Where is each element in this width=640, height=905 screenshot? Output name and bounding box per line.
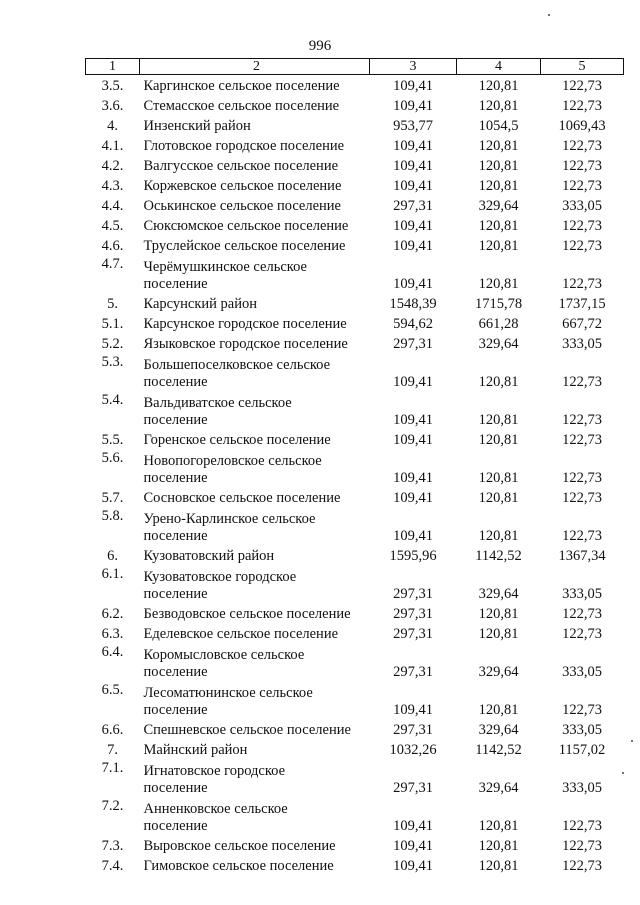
row-name-line: Игнатовское городское [143,763,286,779]
value-col-5: 667,72 [562,316,602,332]
value-col-4: 329,64 [478,586,519,602]
row-number: 7.1. [101,760,124,776]
row-number: 6.4. [101,644,124,660]
row-name-line: Анненковское сельское [143,801,288,817]
row-name-line: поселение [143,412,208,428]
scan-speck [548,14,550,16]
row-name-cell [140,603,370,623]
value-col-5: 333,05 [562,780,602,796]
value-col-4: 120,81 [478,838,519,854]
value-col-4: 120,81 [478,702,519,718]
row-name-cell [140,429,370,449]
value-col-5: 122,73 [562,158,602,174]
column-header: 1 [86,59,140,75]
value-col-4: 120,81 [478,238,519,254]
row-name-line: Коржевское сельское поселение [143,178,342,194]
value-col-5: 1157,02 [558,742,606,758]
row-number: 5.2. [101,336,124,352]
value-col-5: 122,73 [562,432,602,448]
row-name-cell [140,623,370,643]
value-col-3: 297,31 [393,336,433,352]
table-row [86,255,624,293]
value-col-3: 109,41 [393,838,433,854]
row-name-cell [140,235,370,255]
value-col-3: 109,41 [393,490,433,506]
table-row [86,565,624,603]
table-row [86,681,624,719]
value-col-5: 122,73 [562,98,602,114]
row-name-cell [140,255,370,293]
value-col-5: 333,05 [562,336,602,352]
row-name-line: Стемасское сельское поселение [143,98,340,114]
row-name-line: поселение [143,470,208,486]
value-col-5: 122,73 [562,238,602,254]
row-number: 4.6. [101,238,124,254]
table-row [86,643,624,681]
value-col-3: 109,41 [393,858,433,874]
table-row [86,75,624,96]
value-col-3: 109,41 [393,98,433,114]
row-name-cell [140,215,370,235]
value-col-4: 120,81 [478,606,519,622]
value-col-5: 122,73 [562,276,602,292]
table-row [86,429,624,449]
row-number: 4.7. [101,256,124,272]
row-name-line: Вальдиватское сельское [143,395,292,411]
row-name-cell [140,487,370,507]
row-name-cell [140,95,370,115]
value-col-5: 333,05 [562,586,602,602]
row-name-cell [140,545,370,565]
table-row [86,449,624,487]
value-col-5: 122,73 [562,178,602,194]
value-col-3: 109,41 [393,412,433,428]
value-col-4: 1142,52 [475,548,522,564]
table-row [86,835,624,855]
row-name-line: Языковское городское поселение [143,336,348,352]
value-col-3: 109,41 [393,218,433,234]
row-name-line: поселение [143,528,208,544]
value-col-3: 109,41 [393,178,433,194]
row-number: 7.3. [101,838,124,854]
table-row [86,293,624,313]
row-number: 6.2. [101,606,124,622]
table-row [86,155,624,175]
row-number: 5. [107,296,118,312]
table-row [86,623,624,643]
value-col-3: 594,62 [393,316,433,332]
value-col-4: 329,64 [478,198,519,214]
row-name-cell [140,719,370,739]
value-col-3: 297,31 [393,606,433,622]
value-col-4: 120,81 [478,218,519,234]
value-col-4: 329,64 [478,722,519,738]
value-col-4: 1715,78 [474,296,523,312]
value-col-5: 122,73 [562,838,602,854]
value-col-5: 122,73 [562,138,602,154]
row-name-cell [140,739,370,759]
table-row [86,719,624,739]
row-name-line: поселение [143,780,208,796]
row-name-line: поселение [143,818,208,834]
row-name-line: поселение [143,276,208,292]
value-col-5: 122,73 [562,702,602,718]
row-name-line: поселение [143,586,208,602]
table-row [86,353,624,391]
value-col-3: 297,31 [393,586,433,602]
row-name-line: Выровское сельское поселение [143,838,336,854]
row-name-line: Урено-Карлинское сельское [143,511,316,527]
value-col-4: 120,81 [478,490,519,506]
value-col-4: 120,81 [478,858,519,874]
table-row [86,115,624,135]
row-number: 5.5. [101,432,124,448]
value-col-5: 1069,43 [558,118,606,134]
row-name-cell [140,333,370,353]
table-row [86,333,624,353]
table-row [86,215,624,235]
row-name-cell [140,135,370,155]
row-name-line: Сосновское сельское поселение [143,490,341,506]
row-number: 4.4. [101,198,124,214]
row-name-line: Инзенский район [143,118,251,134]
table-row [86,545,624,565]
row-name-cell [140,313,370,333]
table-row [86,175,624,195]
row-number: 3.6. [101,98,124,114]
data-table [85,58,624,875]
row-name-cell [140,797,370,835]
value-col-4: 120,81 [478,818,519,834]
value-col-3: 109,41 [393,818,433,834]
row-name-cell [140,507,370,545]
row-name-cell [140,855,370,875]
value-col-5: 122,73 [562,470,602,486]
table-row [86,507,624,545]
scan-speck [631,740,633,742]
column-header: 3 [370,59,457,75]
row-name-cell [140,293,370,313]
row-name-line: Майнский район [143,742,248,758]
table-row [86,313,624,333]
value-col-3: 297,31 [393,780,433,796]
value-col-4: 120,81 [478,158,519,174]
value-col-3: 109,41 [393,138,433,154]
table-row [86,759,624,797]
value-col-5: 122,73 [562,818,602,834]
value-col-5: 122,73 [562,528,602,544]
row-name-cell [140,565,370,603]
row-name-cell [140,75,370,96]
row-name-line: Кузоватовское городское [143,569,297,585]
row-number: 3.5. [101,78,124,94]
table-row [86,855,624,875]
table-row [86,235,624,255]
value-col-4: 329,64 [478,336,519,352]
page-number: 996 [308,38,332,54]
row-number: 7.4. [101,858,124,874]
row-name-line: Новопогореловское сельское [143,453,322,469]
row-number: 5.4. [101,392,124,408]
row-name-cell [140,643,370,681]
value-col-4: 1054,5 [478,118,519,134]
scan-speck [622,772,624,774]
table-row [86,603,624,623]
row-name-cell [140,835,370,855]
value-col-4: 120,81 [478,178,519,194]
row-name-line: Коромысловское сельское [143,647,305,663]
value-col-5: 122,73 [562,374,602,390]
value-col-3: 109,41 [393,238,433,254]
row-number: 6.6. [101,722,124,738]
value-col-4: 329,64 [478,780,519,796]
row-number: 4. [107,118,118,134]
row-name-line: Лесоматюнинское сельское [143,685,313,701]
row-name-line: Гимовское сельское поселение [143,858,334,874]
row-name-line: Карсунский район [143,296,258,312]
row-name-cell [140,449,370,487]
value-col-5: 1737,15 [558,296,606,312]
value-col-5: 122,73 [562,78,602,94]
value-col-3: 297,31 [393,198,433,214]
table-body [86,75,624,876]
row-number: 5.7. [101,490,124,506]
value-col-5: 1367,34 [558,548,606,564]
value-col-4: 120,81 [478,78,519,94]
value-col-4: 120,81 [478,528,519,544]
row-name-line: поселение [143,374,208,390]
value-col-3: 109,41 [393,528,433,544]
row-number: 5.8. [101,508,124,524]
table-row [86,391,624,429]
row-number: 4.2. [101,158,124,174]
row-name-cell [140,155,370,175]
row-name-line: Оськинское сельское поселение [143,198,341,214]
column-header: 4 [457,59,541,75]
row-name-line: поселение [143,664,208,680]
row-name-line: Еделевское сельское поселение [143,626,339,642]
row-name-cell [140,195,370,215]
column-header: 2 [140,59,370,75]
row-name-line: поселение [143,702,208,718]
value-col-3: 1548,39 [389,296,437,312]
row-name-cell [140,353,370,391]
value-col-3: 297,31 [393,664,433,680]
value-col-3: 109,41 [393,702,433,718]
row-number: 7. [107,742,118,758]
value-col-3: 109,41 [393,432,433,448]
column-header: 5 [541,59,624,75]
table-header-row [86,59,624,75]
row-number: 4.5. [101,218,124,234]
value-col-5: 122,73 [562,490,602,506]
row-name-line: Черёмушкинское сельское [143,259,307,275]
value-col-3: 953,77 [393,118,433,134]
row-number: 5.3. [101,354,124,370]
value-col-4: 329,64 [478,664,519,680]
value-col-4: 120,81 [478,374,519,390]
row-number: 4.1. [101,138,124,154]
row-name-cell [140,681,370,719]
table-row [86,195,624,215]
value-col-5: 122,73 [562,412,602,428]
row-name-cell [140,175,370,195]
row-name-line: Большепоселковское сельское [143,357,331,373]
row-name-line: Каргинское сельское поселение [143,78,340,94]
value-col-5: 333,05 [562,198,602,214]
value-col-5: 122,73 [562,218,602,234]
row-name-line: Безводовское сельское поселение [143,606,351,622]
value-col-5: 333,05 [562,664,602,680]
value-col-3: 109,41 [393,276,433,292]
row-number: 5.6. [101,450,124,466]
value-col-3: 297,31 [393,626,433,642]
value-col-3: 109,41 [393,78,433,94]
row-name-line: Карсунское городское поселение [143,316,347,332]
value-col-4: 120,81 [478,98,519,114]
row-name-cell [140,391,370,429]
value-col-4: 661,28 [478,316,519,332]
table-row [86,797,624,835]
value-col-4: 120,81 [478,138,519,154]
value-col-5: 122,73 [562,606,602,622]
row-name-line: Труслейское сельское поселение [143,238,346,254]
row-number: 6.5. [101,682,124,698]
row-name-cell [140,759,370,797]
row-name-line: Кузоватовский район [143,548,275,564]
row-name-line: Горенское сельское поселение [143,432,331,448]
table-row [86,135,624,155]
value-col-3: 1032,26 [389,742,437,758]
value-col-3: 109,41 [393,374,433,390]
row-name-line: Спешневское сельское поселение [143,722,351,738]
value-col-4: 120,81 [478,412,519,428]
value-col-4: 120,81 [478,470,519,486]
value-col-5: 333,05 [562,722,602,738]
row-number: 5.1. [101,316,124,332]
value-col-4: 120,81 [478,276,519,292]
value-col-5: 122,73 [562,858,602,874]
row-number: 4.3. [101,178,124,194]
row-name-cell [140,115,370,135]
row-name-line: Глотовское городское поселение [143,138,345,154]
row-number: 6. [107,548,118,564]
value-col-3: 109,41 [393,470,433,486]
row-number: 7.2. [101,798,124,814]
value-col-4: 1142,52 [475,742,522,758]
value-col-3: 297,31 [393,722,433,738]
table-row [86,739,624,759]
value-col-4: 120,81 [478,626,519,642]
row-number: 6.1. [101,566,124,582]
row-name-line: Сюксюмское сельское поселение [143,218,349,234]
value-col-3: 109,41 [393,158,433,174]
table-row [86,487,624,507]
row-name-line: Валгусское сельское поселение [143,158,339,174]
value-col-5: 122,73 [562,626,602,642]
table-row [86,95,624,115]
value-col-3: 1595,96 [389,548,437,564]
value-col-4: 120,81 [478,432,519,448]
row-number: 6.3. [101,626,124,642]
